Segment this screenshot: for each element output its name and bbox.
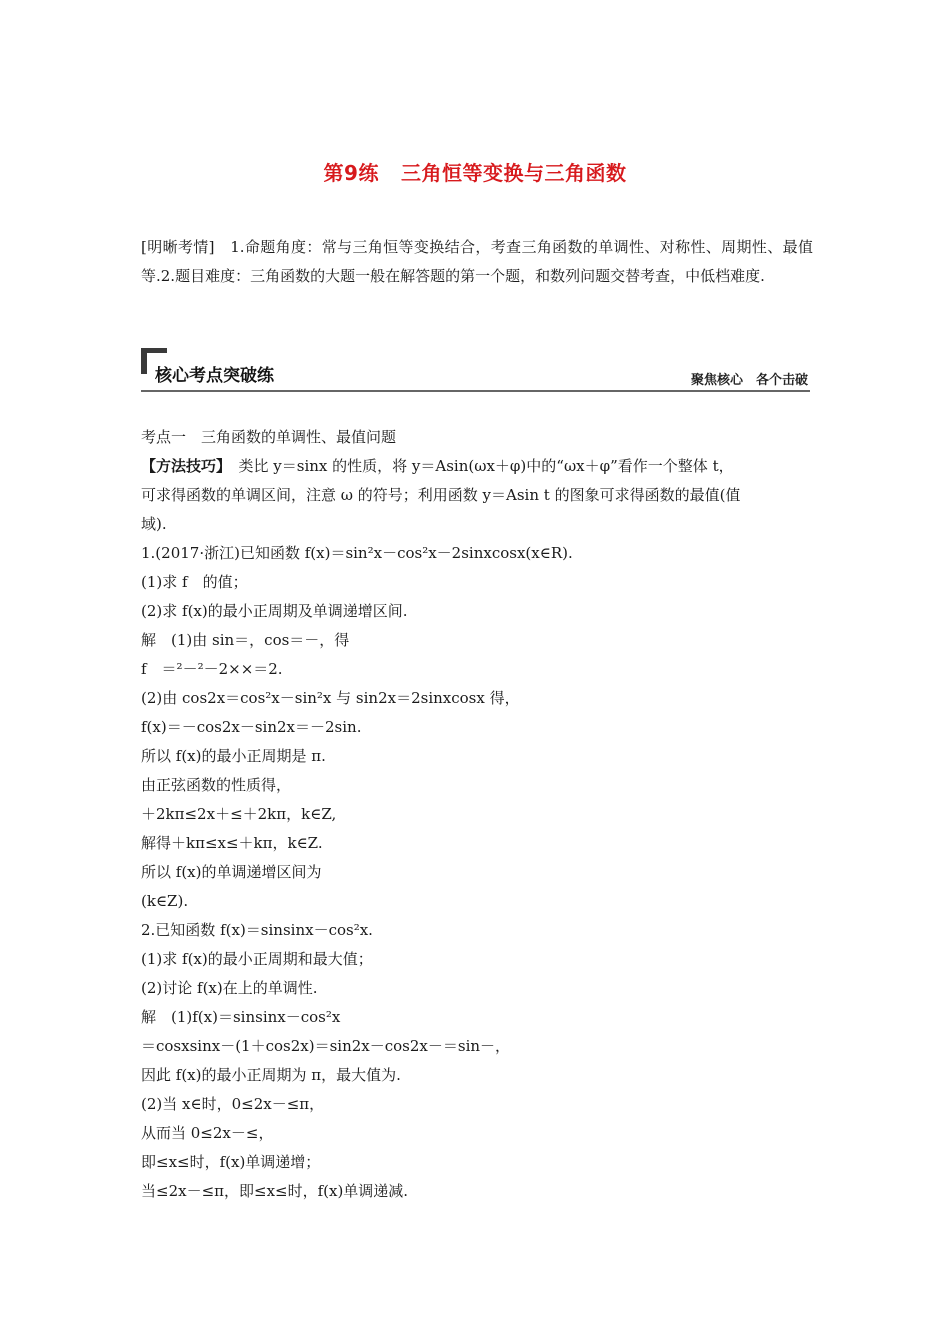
method-text: 类比 y＝sinx 的性质，将 y＝Asin(ωx＋φ)中的“ωx＋φ”看作一个整体 t，: [223, 457, 734, 475]
text-line: ＝cosxsinx－(1＋cos2x)＝sin2x－cos2x－＝sin－，: [141, 1037, 511, 1055]
text-line: 即≤x≤时，f(x)单调递增；: [141, 1153, 321, 1171]
title-topic: 三角恒等变换与三角函数: [400, 161, 627, 185]
method-tip-line: [141, 452, 813, 481]
text-line: 从而当 0≤2x－≤，: [141, 1124, 274, 1142]
text-line: (2)由 cos2x＝cos²x－sin²x 与 sin2x＝2sinxcosx 得，: [141, 689, 520, 707]
topic-heading: 考点一 三角函数的单调性、最值问题: [141, 428, 397, 446]
section-title: 核心考点突破练: [155, 366, 274, 386]
title-lesson-number: 第9练: [323, 161, 379, 185]
text-line: 由正弦函数的性质得，: [141, 776, 292, 794]
text-line: 所以 f(x)的最小正周期是 π.: [141, 747, 326, 765]
page-title: [0, 157, 950, 186]
exercise-body: [141, 423, 813, 1206]
section-divider: [141, 390, 810, 392]
intro-paragraph: [明晰考情] 1.命题角度：常与三角恒等变换结合，考查三角函数的单调性、对称性、周期性、最值等.2.题目难度：三角函数的大题一般在解答题的第一个题，和数列问题交替考查，中低档难度.: [141, 238, 813, 285]
text-line: 可求得函数的单调区间，注意 ω 的符号；利用函数 y＝Asin t 的图象可求得函数的最值(值: [141, 486, 741, 504]
problem-1-stem: 1.(2017·浙江)已知函数 f(x)＝sin²x－cos²x－2sinxcosx(x∈R).: [141, 544, 573, 562]
text-line: 解得＋kπ≤x≤＋kπ，k∈Z.: [141, 834, 323, 852]
text-line: 域).: [141, 515, 167, 533]
text-line: (1)求 f(x)的最小正周期和最大值；: [141, 950, 373, 968]
text-line: (2)求 f(x)的最小正周期及单调递增区间.: [141, 602, 408, 620]
text-line: (2)当 x∈时，0≤2x－≤π，: [141, 1095, 325, 1113]
text-line: (k∈Z).: [141, 892, 189, 910]
text-line: 所以 f(x)的单调递增区间为: [141, 863, 322, 881]
section-corner-mark-top: [141, 348, 167, 353]
text-line: f(x)＝－cos2x－sin2x＝－2sin.: [141, 718, 362, 736]
text-line: 当≤2x－≤π，即≤x≤时，f(x)单调递减.: [141, 1182, 409, 1200]
text-line: 解 (1)f(x)＝sinsinx－cos²x: [141, 1008, 341, 1026]
text-line: 解 (1)由 sin＝，cos＝－，得: [141, 631, 350, 649]
text-line: f ＝²－²－2××＝2.: [141, 660, 283, 678]
text-line: ＋2kπ≤2x＋≤＋2kπ，k∈Z,: [141, 805, 337, 823]
section-subtitle: 聚焦核心 各个击破: [690, 373, 808, 388]
method-tag: 【方法技巧】: [141, 457, 224, 475]
text-line: (1)求 f 的值；: [141, 573, 248, 591]
text-line: (2)讨论 f(x)在上的单调性.: [141, 979, 318, 997]
section-header: [141, 348, 810, 392]
text-line: 因此 f(x)的最小正周期为 π，最大值为.: [141, 1066, 401, 1084]
problem-2-stem: 2.已知函数 f(x)＝sinsinx－cos²x.: [141, 921, 373, 939]
